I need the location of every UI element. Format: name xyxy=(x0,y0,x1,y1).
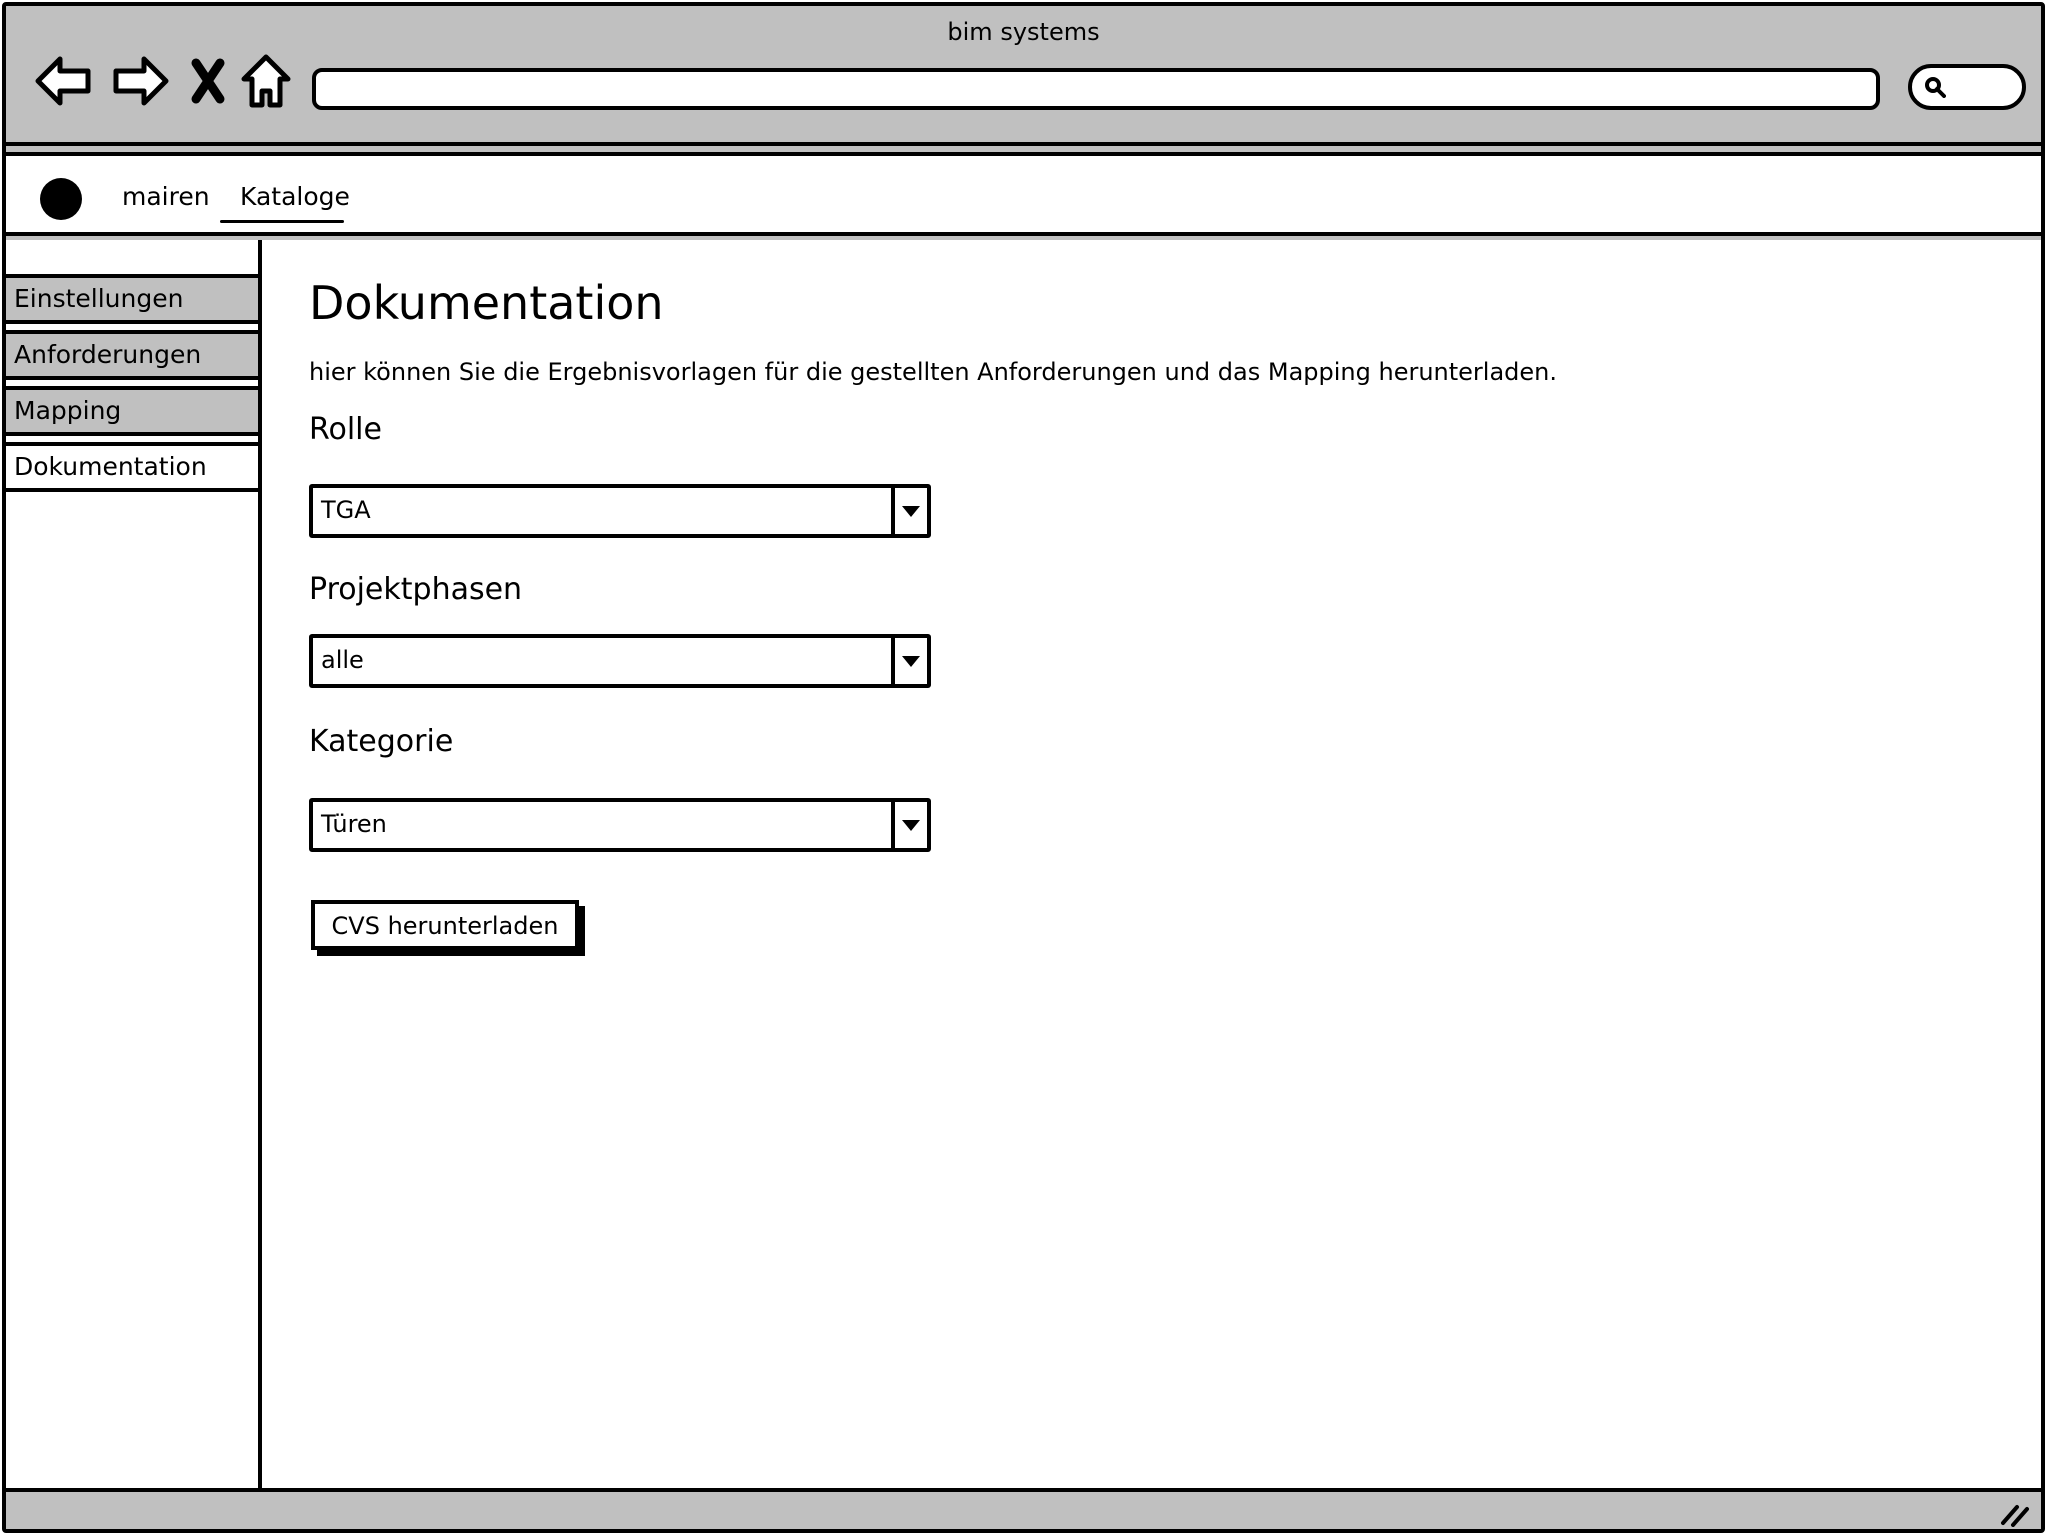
back-button[interactable] xyxy=(32,50,96,112)
resize-grip-icon[interactable] xyxy=(1999,1497,2033,1527)
close-icon xyxy=(178,51,238,111)
dropdown-toggle[interactable] xyxy=(891,638,927,684)
app-navbar xyxy=(6,152,2041,236)
sidebar xyxy=(6,240,262,1488)
nav-user-name[interactable]: mairen xyxy=(122,182,210,211)
dropdown-toggle[interactable] xyxy=(891,802,927,848)
status-bar xyxy=(6,1488,2041,1533)
active-tab-indicator xyxy=(220,220,344,223)
sidebar-item-einstellungen[interactable] xyxy=(6,274,258,324)
intro-text: hier können Sie die Ergebnisvorlagen für die gestellten Anforderungen und das Mapping herunterladen. xyxy=(309,358,1558,386)
home-icon xyxy=(236,51,296,111)
avatar[interactable] xyxy=(40,178,82,220)
forward-button[interactable] xyxy=(108,50,172,112)
chevron-down-icon xyxy=(901,654,921,668)
window-title: bim systems xyxy=(947,18,1100,46)
back-arrow-icon xyxy=(34,51,94,111)
page-title: Dokumentation xyxy=(309,276,664,330)
sidebar-item-label: Anforderungen xyxy=(14,340,202,369)
nav-tab-kataloge[interactable]: Kataloge xyxy=(240,182,350,211)
sidebar-item-label: Mapping xyxy=(14,396,122,425)
field-label-projektphasen: Projektphasen xyxy=(309,572,523,607)
dropdown-toggle[interactable] xyxy=(891,488,927,534)
chevron-down-icon xyxy=(901,504,921,518)
select-value: alle xyxy=(321,646,364,674)
sidebar-item-label: Einstellungen xyxy=(14,284,184,313)
browser-window xyxy=(2,2,2045,1533)
forward-arrow-icon xyxy=(110,51,170,111)
main-content xyxy=(262,240,2043,1498)
sidebar-item-label: Dokumentation xyxy=(14,452,207,481)
sidebar-item-mapping[interactable] xyxy=(6,386,258,436)
address-bar[interactable] xyxy=(312,68,1880,110)
sidebar-item-dokumentation[interactable] xyxy=(6,442,258,492)
search-icon xyxy=(1924,76,1946,98)
download-csv-button[interactable]: CVS herunterladen xyxy=(311,900,579,950)
field-label-rolle: Rolle xyxy=(309,412,382,447)
stop-button[interactable] xyxy=(176,50,240,112)
select-value: TGA xyxy=(321,496,371,524)
browser-search-field[interactable] xyxy=(1908,64,2026,110)
chevron-down-icon xyxy=(901,818,921,832)
select-value: Türen xyxy=(321,810,387,838)
browser-chrome xyxy=(6,6,2041,146)
field-label-kategorie: Kategorie xyxy=(309,724,454,759)
home-button[interactable] xyxy=(234,50,298,112)
projektphasen-select[interactable] xyxy=(309,634,931,688)
rolle-select[interactable] xyxy=(309,484,931,538)
kategorie-select[interactable] xyxy=(309,798,931,852)
sidebar-item-anforderungen[interactable] xyxy=(6,330,258,380)
